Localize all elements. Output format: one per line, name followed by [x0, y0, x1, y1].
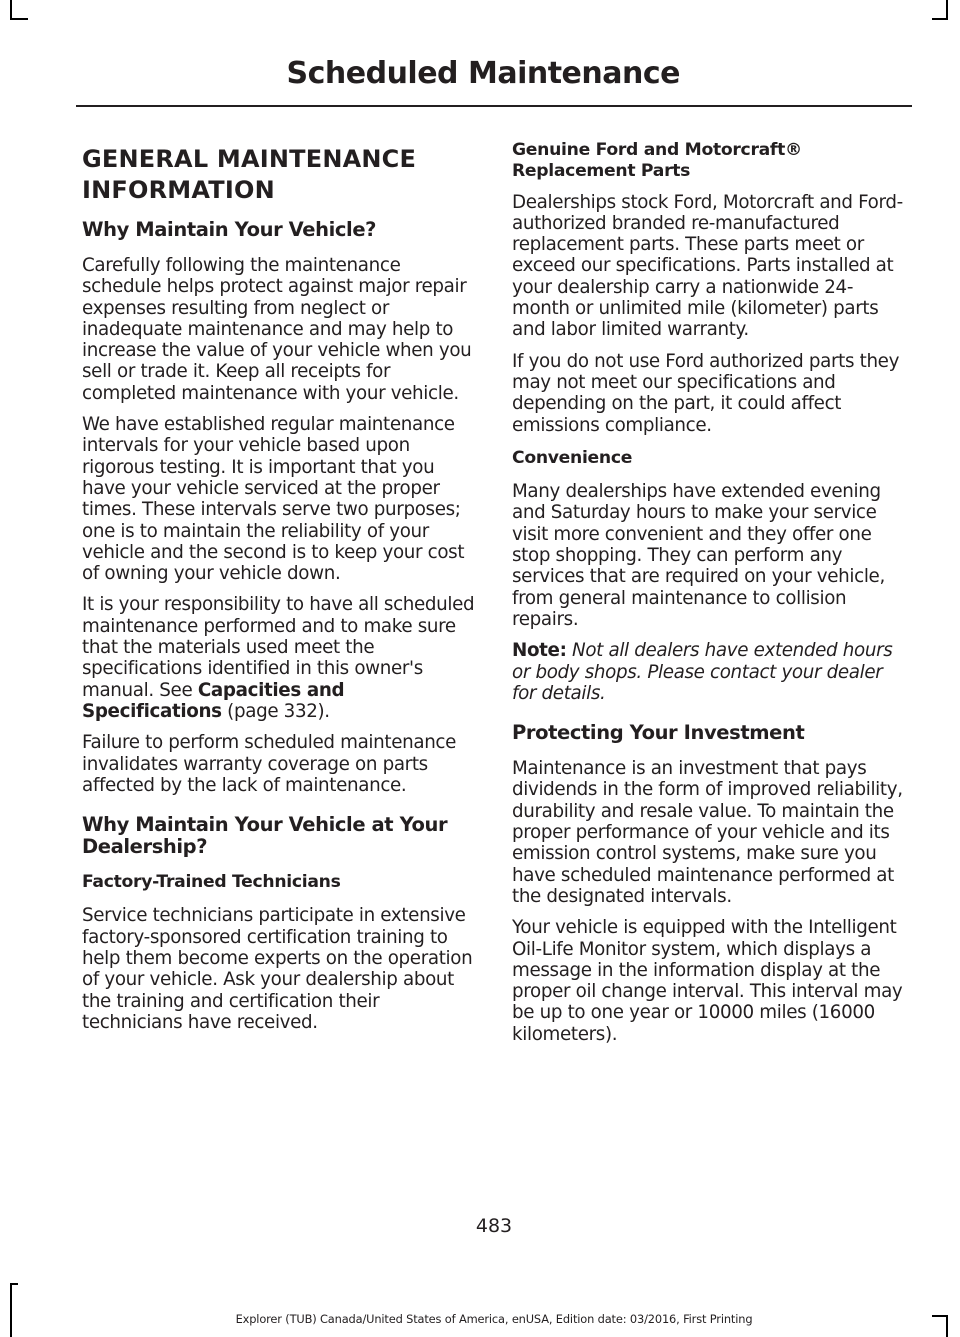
crop-mark: [10, 1283, 18, 1285]
crop-mark: [946, 0, 948, 20]
paragraph: [82, 594, 477, 722]
crop-mark: [10, 18, 28, 20]
heading-line-2: INFORMATION: [82, 176, 275, 204]
why-maintain-heading: Why Maintain Your Vehicle?: [82, 218, 377, 241]
note-label: Note:: [512, 640, 567, 662]
paragraph: Failure to perform scheduled maintenance invalidates warranty coverage on parts affected by the lack of maintenance.: [82, 732, 457, 796]
note: [512, 640, 907, 704]
paragraph: Many dealerships have extended evening and Saturday hours to make your service visit more convenient and they offer one stop shopping. They can perform any services that are required on your vehicle, from general maintenance to collision repairs.: [512, 481, 885, 630]
convenience-heading: Convenience: [512, 447, 633, 468]
dealership-heading: Why Maintain Your Vehicle at Your Dealership?: [82, 813, 448, 859]
crop-mark: [10, 1283, 12, 1337]
left-column: [82, 140, 477, 1043]
paragraph: Your vehicle is equipped with the Intelligent Oil-Life Monitor system, which displays a message in the information display at the proper oil change interval. This interval may be up to one year or 10000 miles (16000 kilometers).: [512, 917, 903, 1045]
crop-mark: [932, 18, 948, 20]
header-rule: [76, 105, 912, 107]
general-maintenance-heading: [82, 144, 477, 206]
factory-trained-heading: Factory-Trained Technicians: [82, 872, 341, 893]
paragraph: Maintenance is an investment that pays dividends in the form of improved reliability, durability and resale value. To maintain the proper performance of your vehicle and its emission control systems, make sure you have scheduled maintenance performed at the designated intervals.: [512, 758, 903, 907]
capacities-link[interactable]: Capacities and Specifications: [82, 679, 345, 722]
heading-line-1: GENERAL MAINTENANCE: [82, 145, 417, 173]
right-column: [512, 140, 907, 1055]
paragraph: Carefully following the maintenance schedule helps protect against major repair expenses resulting from neglect or inadequate maintenance and may help to increase the value of your vehicle when you sell or trade it. Keep all receipts for completed maintenance with your vehicle.: [82, 255, 472, 404]
footer: Explorer (TUB) Canada/United States of America, enUSA, Edition date: 03/2016, First Printing: [235, 1312, 753, 1326]
paragraph: Dealerships stock Ford, Motorcraft and Ford-authorized branded re-manufactured replacement parts. These parts meet or exceed our specifications. Parts installed at your dealership carry a nationwide 24-month or unlimited mile (kilometer) parts and labor limited warranty.: [512, 191, 903, 341]
paragraph-text: It is your responsibility to have all scheduled maintenance performed and to make sure that the materials used meet the specifications identified in this owner's manual. See: [82, 594, 475, 701]
paragraph: We have established regular maintenance intervals for your vehicle based upon rigorous testing. It is important that you have your vehicle serviced at the proper times. These intervals serve two purposes; one is to maintain the reliability of your vehicle and the second is to keep your cost of owning your vehicle down.: [82, 414, 465, 585]
crop-mark: [10, 0, 12, 20]
page-number: 483: [475, 1215, 513, 1237]
protecting-investment-heading: Protecting Your Investment: [512, 721, 805, 745]
page-reference: (page 332).: [221, 700, 330, 722]
genuine-parts-heading: Genuine Ford and Motorcraft® Replacement Parts: [512, 140, 802, 182]
note-text: Not all dealers have extended hours or body shops. Please contact your dealer for details.: [512, 640, 893, 704]
section-title: Scheduled Maintenance: [286, 56, 680, 91]
paragraph: Service technicians participate in extensive factory-sponsored certification training to help them become experts on the operation of your vehicle. Ask your dealership about the training and certification their technicians have received.: [82, 905, 473, 1033]
paragraph: If you do not use Ford authorized parts they may not meet our specifications and depending on the part, it could affect emissions compliance.: [512, 350, 900, 436]
